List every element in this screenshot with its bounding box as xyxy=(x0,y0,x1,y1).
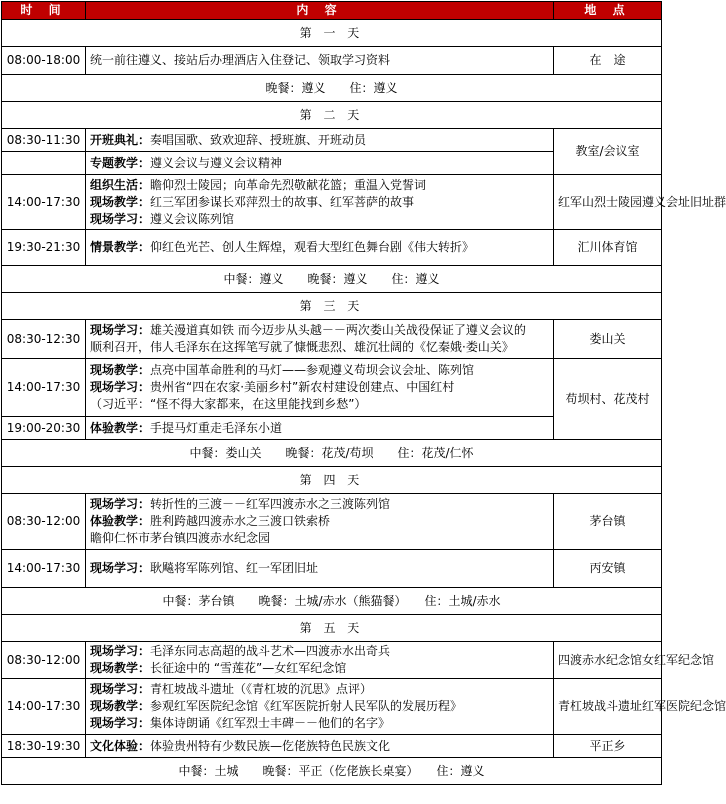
location-cell xyxy=(554,550,662,588)
activity-label: 现场学习： xyxy=(90,716,151,730)
meal-lodging-info: 中餐：土城 晚餐：平正（仡佬族长桌宴） 住：遵义 xyxy=(2,758,662,785)
content-line xyxy=(90,177,549,194)
content-line xyxy=(90,643,549,660)
location-cell xyxy=(554,47,662,75)
content-cell xyxy=(86,230,554,266)
activity-text: 雄关漫道真如铁 而今迈步从头越－－两次娄山关战役保证了遵义会议的 xyxy=(150,323,526,337)
schedule-row xyxy=(2,550,662,588)
activity-label: 情景教学： xyxy=(90,240,151,254)
header-location: 地 点 xyxy=(554,2,662,20)
day-title: 第 三 天 xyxy=(2,293,662,320)
content-cell xyxy=(86,129,554,152)
location-line: 红军医院纪念馆 xyxy=(642,699,726,713)
content-line xyxy=(90,496,549,513)
day-title: 第 五 天 xyxy=(2,615,662,642)
day-header-row xyxy=(2,293,662,320)
meal-lodging-info: 中餐：茅台镇 晚餐：土城/赤水（熊猫餐） 住：土城/赤水 xyxy=(2,588,662,615)
content-line xyxy=(90,560,549,577)
location-line: 丙安镇 xyxy=(589,561,626,575)
content-cell xyxy=(86,735,554,758)
day-title: 第 一 天 xyxy=(2,20,662,47)
activity-text: 手提马灯重走毛泽东小道 xyxy=(150,420,283,435)
content-line xyxy=(90,211,549,228)
content-line xyxy=(90,660,549,677)
time-cell: 08:30-12:30 xyxy=(2,320,86,359)
day-header-row xyxy=(2,20,662,47)
activity-text: 瞻仰仁怀市茅台镇四渡赤水纪念园 xyxy=(90,531,271,545)
schedule-row xyxy=(2,679,662,735)
activity-text: 集体诗朗诵《红军烈士丰碑－－他们的名字》 xyxy=(150,716,391,730)
content-line xyxy=(90,339,549,356)
content-line xyxy=(90,715,549,732)
schedule-row xyxy=(2,129,662,152)
activity-text: 毛泽东同志高超的战斗艺术—四渡赤水出奇兵 xyxy=(150,644,391,658)
activity-label: 文化体验： xyxy=(90,738,151,753)
time-cell: 14:00-17:30 xyxy=(2,679,86,735)
time-cell: 08:30-12:00 xyxy=(2,642,86,679)
location-cell xyxy=(554,359,662,440)
activity-text: 顺利召开，伟人毛泽东在这挥笔写就了慷慨悲烈、雄沉壮阔的《忆秦娥·娄山关》 xyxy=(90,340,514,354)
content-line xyxy=(90,322,549,339)
location-line: 平正乡 xyxy=(589,738,626,753)
activity-label: 现场学习： xyxy=(90,380,151,394)
content-line xyxy=(90,530,549,547)
location-cell xyxy=(554,735,662,758)
content-cell xyxy=(86,550,554,588)
time-cell: 14:00-17:30 xyxy=(2,550,86,588)
content-line xyxy=(90,362,549,379)
activity-label: 体验教学： xyxy=(90,420,151,435)
schedule-row xyxy=(2,735,662,758)
location-cell xyxy=(554,320,662,359)
activity-label: 现场教学： xyxy=(90,363,151,377)
activity-label: 组织生活： xyxy=(90,177,151,192)
time-cell xyxy=(2,152,86,175)
activity-label: 现场学习： xyxy=(90,682,151,696)
activity-text: 参观红军医院纪念馆《红军医院折射人民军队的发展历程》 xyxy=(150,699,463,713)
time-cell: 14:00-17:30 xyxy=(2,359,86,417)
time-cell: 19:00-20:30 xyxy=(2,417,86,440)
schedule-table xyxy=(1,1,726,785)
location-line: 四渡赤水纪念馆 xyxy=(558,652,643,667)
content-line xyxy=(90,52,549,69)
content-cell xyxy=(86,642,554,679)
content-line xyxy=(90,420,549,437)
time-cell: 19:30-21:30 xyxy=(2,230,86,266)
content-cell xyxy=(86,359,554,417)
content-line xyxy=(90,239,549,256)
schedule-row xyxy=(2,320,662,359)
time-cell: 08:30-11:30 xyxy=(2,129,86,152)
meal-lodging-info: 中餐：娄山关 晚餐：花茂/苟坝 住：花茂/仁怀 xyxy=(2,440,662,467)
activity-label: 现场学习： xyxy=(90,561,151,575)
activity-label: 现场教学： xyxy=(90,194,151,209)
schedule-row xyxy=(2,494,662,550)
day-header-row xyxy=(2,102,662,129)
meal-row xyxy=(2,440,662,467)
activity-text: 长征途中的 “雪莲花”—女红军纪念馆 xyxy=(150,661,347,675)
day-title: 第 四 天 xyxy=(2,467,662,494)
content-line xyxy=(90,681,549,698)
activity-label: 现场学习： xyxy=(90,323,151,337)
content-cell xyxy=(86,47,554,75)
activity-label: 体验教学： xyxy=(90,514,151,528)
schedule-row xyxy=(2,47,662,75)
location-cell xyxy=(554,230,662,266)
activity-text: 遵义会议与遵义会议精神 xyxy=(150,155,283,170)
activity-label: 现场学习： xyxy=(90,644,151,658)
activity-text: 胜利跨越四渡赤水之三渡口铁索桥 xyxy=(150,514,331,528)
activity-text: 仰红色光芒、创人生辉煌，观看大型红色舞台剧《伟大转折》 xyxy=(150,240,475,254)
activity-text: 耿飚将军陈列馆、红一军团旧址 xyxy=(150,561,319,575)
activity-text: 统一前往遵义、接站后办理酒店入住登记、领取学习资料 xyxy=(90,53,391,67)
meal-row xyxy=(2,588,662,615)
day-header-row xyxy=(2,615,662,642)
activity-label: 开班典礼： xyxy=(90,132,151,147)
content-line xyxy=(90,132,549,149)
schedule-row xyxy=(2,642,662,679)
activity-label: 专题教学： xyxy=(90,155,151,170)
location-line: 教室/会议室 xyxy=(575,144,640,158)
activity-label: 现场教学： xyxy=(90,661,151,675)
header-time: 时 间 xyxy=(2,2,86,20)
meal-row xyxy=(2,758,662,785)
location-line: 在 途 xyxy=(589,53,626,67)
location-line: 苟坝村、花茂村 xyxy=(565,391,650,406)
meal-lodging-info: 晚餐：遵义 住：遵义 xyxy=(2,75,662,102)
location-line: 遵义会址旧址群 xyxy=(642,194,726,209)
location-line: 汇川体育馆 xyxy=(577,240,638,254)
schedule-row xyxy=(2,359,662,417)
content-cell xyxy=(86,494,554,550)
location-line: 女红军纪念馆 xyxy=(642,652,715,667)
content-line xyxy=(90,738,549,755)
time-cell: 08:00-18:00 xyxy=(2,47,86,75)
time-cell: 18:30-19:30 xyxy=(2,735,86,758)
activity-text: 转折性的三渡－－红军四渡赤水之三渡陈列馆 xyxy=(150,497,391,511)
content-line xyxy=(90,194,549,211)
time-cell: 14:00-17:30 xyxy=(2,175,86,230)
location-cell xyxy=(554,679,726,735)
content-line xyxy=(90,513,549,530)
content-line xyxy=(90,698,549,715)
activity-text: 青杠坡战斗遗址（《青杠坡的沉思》点评） xyxy=(150,682,373,696)
activity-text: 贵州省“四在农家·美丽乡村”新农村建设创建点、中国红村 xyxy=(150,380,455,394)
activity-text: （习近平：“怪不得大家都来，在这里能找到乡愁”） xyxy=(90,397,367,411)
activity-text: 遵义会议陈列馆 xyxy=(150,211,235,226)
location-line: 茅台镇 xyxy=(589,514,626,528)
content-line xyxy=(90,155,549,172)
activity-text: 瞻仰烈士陵园；向革命先烈敬献花篮；重温入党誓词 xyxy=(150,177,427,192)
location-line: 娄山关 xyxy=(589,331,626,346)
schedule-body xyxy=(2,20,726,785)
content-line xyxy=(90,396,549,413)
location-cell xyxy=(554,642,715,679)
time-cell: 08:30-12:00 xyxy=(2,494,86,550)
activity-label: 现场学习： xyxy=(90,497,151,511)
activity-text: 点亮中国革命胜利的马灯——参观遵义苟坝会议会址、陈列馆 xyxy=(150,363,475,377)
day-title: 第 二 天 xyxy=(2,102,662,129)
location-line: 红军山烈士陵园 xyxy=(558,194,643,209)
activity-label: 现场教学： xyxy=(90,699,151,713)
activity-text: 体验贵州特有少数民族—仡佬族特色民族文化 xyxy=(150,738,391,753)
activity-label: 现场学习： xyxy=(90,211,151,226)
location-cell xyxy=(554,129,662,175)
table-header xyxy=(2,2,662,20)
location-cell xyxy=(554,175,726,230)
location-cell xyxy=(554,494,662,550)
location-line: 青杠坡战斗遗址 xyxy=(558,699,643,713)
content-cell xyxy=(86,152,554,175)
content-cell xyxy=(86,175,554,230)
content-cell xyxy=(86,679,554,735)
schedule-row xyxy=(2,175,662,230)
meal-row xyxy=(2,75,662,102)
content-line xyxy=(90,379,549,396)
content-cell xyxy=(86,320,554,359)
schedule-row xyxy=(2,230,662,266)
header-content: 内 容 xyxy=(86,2,554,20)
meal-row xyxy=(2,266,662,293)
meal-lodging-info: 中餐：遵义 晚餐：遵义 住：遵义 xyxy=(2,266,662,293)
activity-text: 奏唱国歌、致欢迎辞、授班旗、开班动员 xyxy=(150,132,367,147)
activity-text: 红三军团参谋长邓萍烈士的故事、红军菩萨的故事 xyxy=(150,194,415,209)
content-cell xyxy=(86,417,554,440)
day-header-row xyxy=(2,467,662,494)
